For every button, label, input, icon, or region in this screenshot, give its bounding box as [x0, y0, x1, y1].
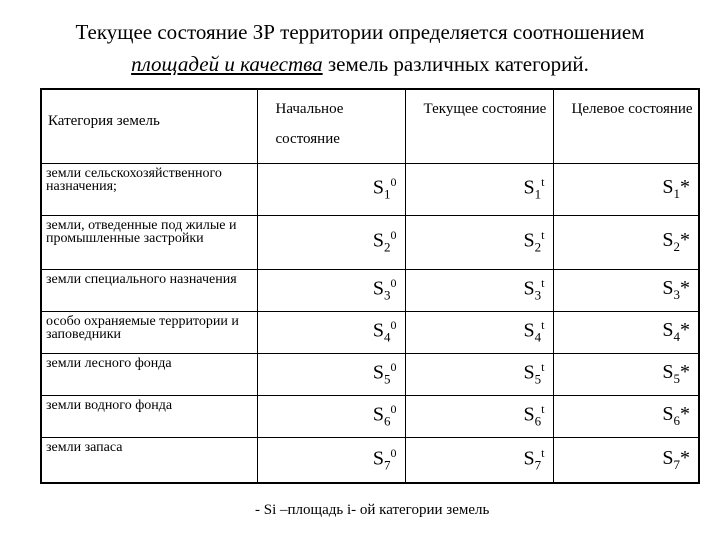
- cell-target: $S_7*$: [553, 437, 699, 483]
- cell-target: $S_4*$: [553, 311, 699, 353]
- cell-initial: $S_1^0$: [257, 163, 405, 215]
- footnote: - Si –площадь i- ой категории земель: [255, 502, 490, 518]
- row-label: земли специального назначения: [41, 269, 257, 311]
- cell-initial: $S_4^0$: [257, 311, 405, 353]
- table-row: [41, 163, 699, 215]
- table-row: [41, 215, 699, 269]
- cell-initial: $S_3^0$: [257, 269, 405, 311]
- cell-current: $S_3^t$: [405, 269, 553, 311]
- cell-initial: $S_6^0$: [257, 395, 405, 437]
- table-row: [41, 311, 699, 353]
- row-label: земли запаса: [41, 437, 257, 483]
- header-current-state: Текущее состояние: [405, 89, 553, 163]
- cell-target: $S_3*$: [553, 269, 699, 311]
- header-category: Категория земель: [41, 89, 257, 163]
- table-row: [41, 269, 699, 311]
- header-target-state: Целевое состояние: [553, 89, 699, 163]
- row-label: земли водного фонда: [41, 395, 257, 437]
- cell-target: $S_5*$: [553, 353, 699, 395]
- title-emphasis: площадей и качества: [131, 52, 323, 76]
- cell-current: $S_6^t$: [405, 395, 553, 437]
- land-category-table: [40, 88, 700, 484]
- cell-initial: $S_5^0$: [257, 353, 405, 395]
- cell-current: $S_7^t$: [405, 437, 553, 483]
- row-label: земли сельскохозяйственного назначения;: [41, 163, 257, 215]
- cell-current: $S_2^t$: [405, 215, 553, 269]
- title-line-1: Текущее состояние ЗР территории определяется соотношением: [75, 20, 645, 44]
- cell-target: $S_1*$: [553, 163, 699, 215]
- cell-current: $S_1^t$: [405, 163, 553, 215]
- row-label: земли, отведенные под жилые и промышленные застройки: [41, 215, 257, 269]
- title-line-2-rest: земель различных категорий.: [322, 52, 589, 76]
- table-row: [41, 395, 699, 437]
- table-row: [41, 353, 699, 395]
- cell-initial: $S_7^0$: [257, 437, 405, 483]
- cell-target: $S_6*$: [553, 395, 699, 437]
- row-label: земли лесного фонда: [41, 353, 257, 395]
- cell-target: $S_2*$: [553, 215, 699, 269]
- cell-initial: $S_2^0$: [257, 215, 405, 269]
- header-initial-state: Начальное состояние: [257, 89, 405, 163]
- title-line-2: [0, 48, 720, 80]
- table-row: [41, 437, 699, 483]
- table-header-row: [41, 89, 699, 163]
- slide-title: [0, 16, 720, 80]
- cell-current: $S_5^t$: [405, 353, 553, 395]
- row-label: особо охраняемые территории и заповедники: [41, 311, 257, 353]
- cell-current: $S_4^t$: [405, 311, 553, 353]
